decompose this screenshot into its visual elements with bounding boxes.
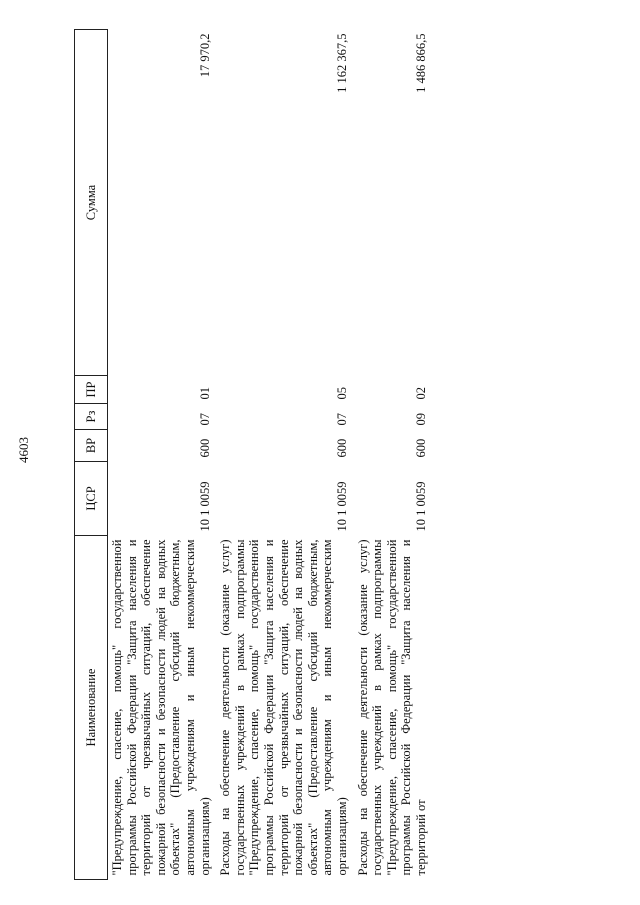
row-pr: 01 xyxy=(108,376,216,404)
table-row xyxy=(108,30,216,880)
header-csr: ЦСР xyxy=(75,462,108,536)
header-name: Наименование xyxy=(75,536,108,880)
row-name: Расходы на обеспечение деятельности (оказание услуг) государственных учреждений в рамках подпрограммы "Предупреждение, спасение, помощь" государственной программы Российской Федерации "Защита населения и территорий от чрезвычайных ситуаций, обеспечение пожарной безопасности и безопасности людей на водных объектах" (Предоставление субсидий бюджетным, автономным учреждениям и иным некоммерческим организациям) xyxy=(216,536,353,880)
row-rz: 07 xyxy=(108,404,216,430)
row-vr: 600 xyxy=(108,430,216,462)
header-rz: Рз xyxy=(75,404,108,430)
header-pr: ПР xyxy=(75,376,108,404)
table-header xyxy=(75,30,108,880)
row-sum: 1 162 367,5 xyxy=(216,30,353,376)
row-csr: 10 1 0059 xyxy=(353,462,431,536)
header-vr: ВР xyxy=(75,430,108,462)
budget-table xyxy=(74,29,431,880)
page-number: 4603 xyxy=(16,437,31,463)
row-pr: 05 xyxy=(216,376,353,404)
header-row xyxy=(75,30,108,880)
table-row xyxy=(216,30,353,880)
header-sum: Сумма xyxy=(75,30,108,376)
row-sum: 1 486 866,5 xyxy=(353,30,431,376)
row-rz: 09 xyxy=(353,404,431,430)
row-rz: 07 xyxy=(216,404,353,430)
row-vr: 600 xyxy=(353,430,431,462)
row-csr: 10 1 0059 xyxy=(216,462,353,536)
table-row xyxy=(353,30,431,880)
row-pr: 02 xyxy=(353,376,431,404)
row-csr: 10 1 0059 xyxy=(108,462,216,536)
row-sum: 17 970,2 xyxy=(108,30,216,376)
row-vr: 600 xyxy=(216,430,353,462)
row-name: Расходы на обеспечение деятельности (оказание услуг) государственных учреждений в рамках подпрограммы "Предупреждение, спасение, помощь" государственной программы Российской Федерации "Защита населения и территорий от xyxy=(353,536,431,880)
table-body xyxy=(108,30,432,880)
row-name: "Предупреждение, спасение, помощь" государственной программы Российской Федерации "Защита населения и территорий от чрезвычайных ситуаций, обеспечение пожарной безопасности и безопасности людей на водных объектах" (Предоставление субсидий бюджетным, автономным учреждениям и иным некоммерческим организациям) xyxy=(108,536,216,880)
